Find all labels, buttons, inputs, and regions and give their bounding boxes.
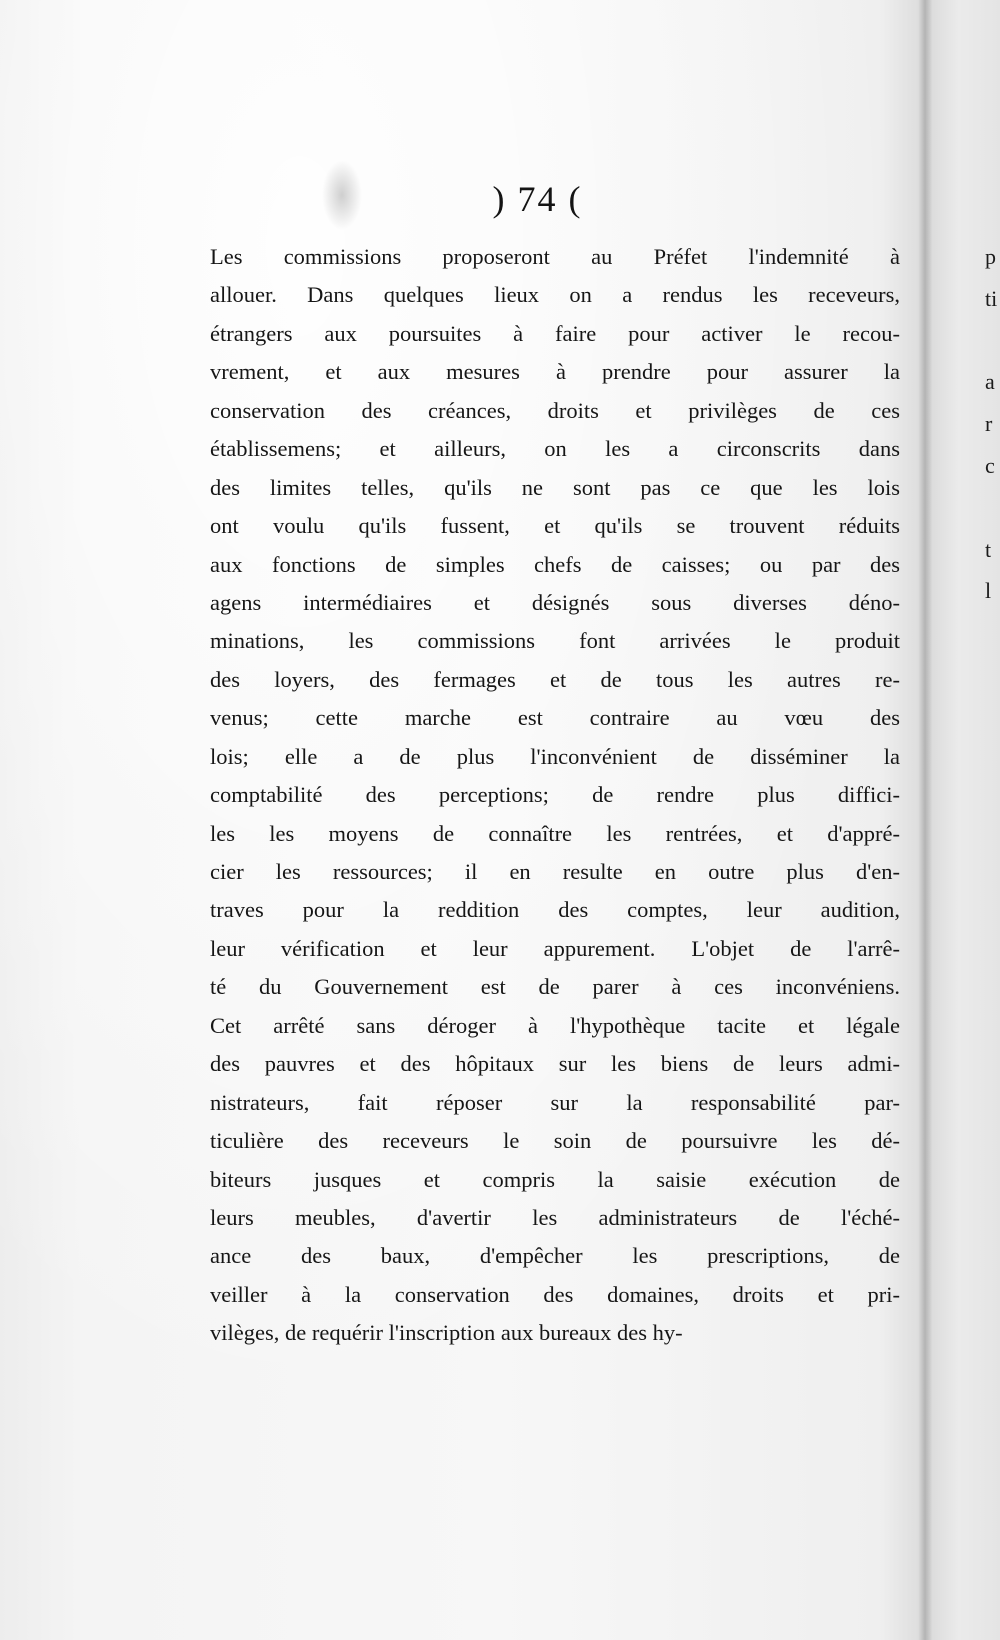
text-line: traves pour la reddition des comptes, leur audition,: [210, 897, 900, 923]
facing-page-characters: [985, 236, 997, 612]
text-line: des limites telles, qu'ils ne sont pas ce que les lois: [210, 474, 900, 500]
text-line: nistrateurs, fait réposer sur la responsabilité par-: [210, 1089, 900, 1115]
facing-char: l: [985, 578, 992, 604]
text-line: comptabilité des perceptions; de rendre plus diffici-: [210, 782, 900, 808]
text-line: Les commissions proposeront au Préfet l'indemnité à: [210, 244, 900, 269]
text-line: ont voulu qu'ils fussent, et qu'ils se trouvent réduits: [210, 513, 900, 539]
text-line: lois; elle a de plus l'inconvénient de disséminer la: [210, 743, 900, 769]
book-gutter: [918, 0, 932, 1640]
text-line: ance des baux, d'empêcher les prescriptions, de: [210, 1243, 900, 1269]
facing-char: t: [985, 536, 992, 562]
text-line: établissemens; et ailleurs, on les a circonscrits dans: [210, 436, 900, 462]
text-line: étrangers aux poursuites à faire pour activer le recou-: [210, 320, 900, 346]
text-line: leurs meubles, d'avertir les administrateurs de l'éché-: [210, 1204, 900, 1230]
facing-char: [985, 320, 997, 362]
text-line: vilèges, de requérir l'inscription aux bureaux des hy-: [210, 1320, 683, 1346]
text-line: allouer. Dans quelques lieux on a rendus les receveurs,: [210, 282, 900, 308]
facing-char: ti: [985, 285, 998, 311]
text-line: conservation des créances, droits et privilèges de ces: [210, 397, 900, 423]
text-line: leur vérification et leur appurement. L'objet de l'arrê-: [210, 935, 900, 961]
facing-char: c: [985, 452, 995, 478]
text-line: venus; cette marche est contraire au vœu des: [210, 705, 900, 731]
text-line: Cet arrêté sans déroger à l'hypothèque tacite et légale: [210, 1012, 900, 1038]
text-line: des loyers, des fermages et de tous les autres re-: [210, 666, 900, 692]
facing-char: r: [985, 411, 993, 437]
facing-char: a: [985, 369, 995, 395]
text-line: biteurs jusques et compris la saisie exécution de: [210, 1166, 900, 1192]
facing-char: p: [985, 244, 996, 269]
text-line: veiller à la conservation des domaines, droits et pri-: [210, 1281, 900, 1307]
text-line: agens intermédiaires et désignés sous diverses déno-: [210, 589, 900, 615]
text-line: les les moyens de connaître les rentrées, et d'appré-: [210, 820, 900, 846]
facing-char: [985, 487, 997, 529]
body-text: [210, 238, 900, 1353]
text-line: vrement, et aux mesures à prendre pour assurer la: [210, 359, 900, 385]
text-line: minations, les commissions font arrivées le produit: [210, 628, 900, 654]
text-line: aux fonctions de simples chefs de caisses; ou par des: [210, 551, 900, 577]
text-line: cier les ressources; il en resulte en outre plus d'en-: [210, 859, 900, 884]
text-line: té du Gouvernement est de parer à ces inconvéniens.: [210, 974, 900, 1000]
page-number: ) 74 (: [492, 179, 583, 219]
text-line: ticulière des receveurs le soin de poursuivre les dé-: [210, 1128, 900, 1154]
text-line: des pauvres et des hôpitaux sur les biens de leurs admi-: [210, 1051, 900, 1077]
